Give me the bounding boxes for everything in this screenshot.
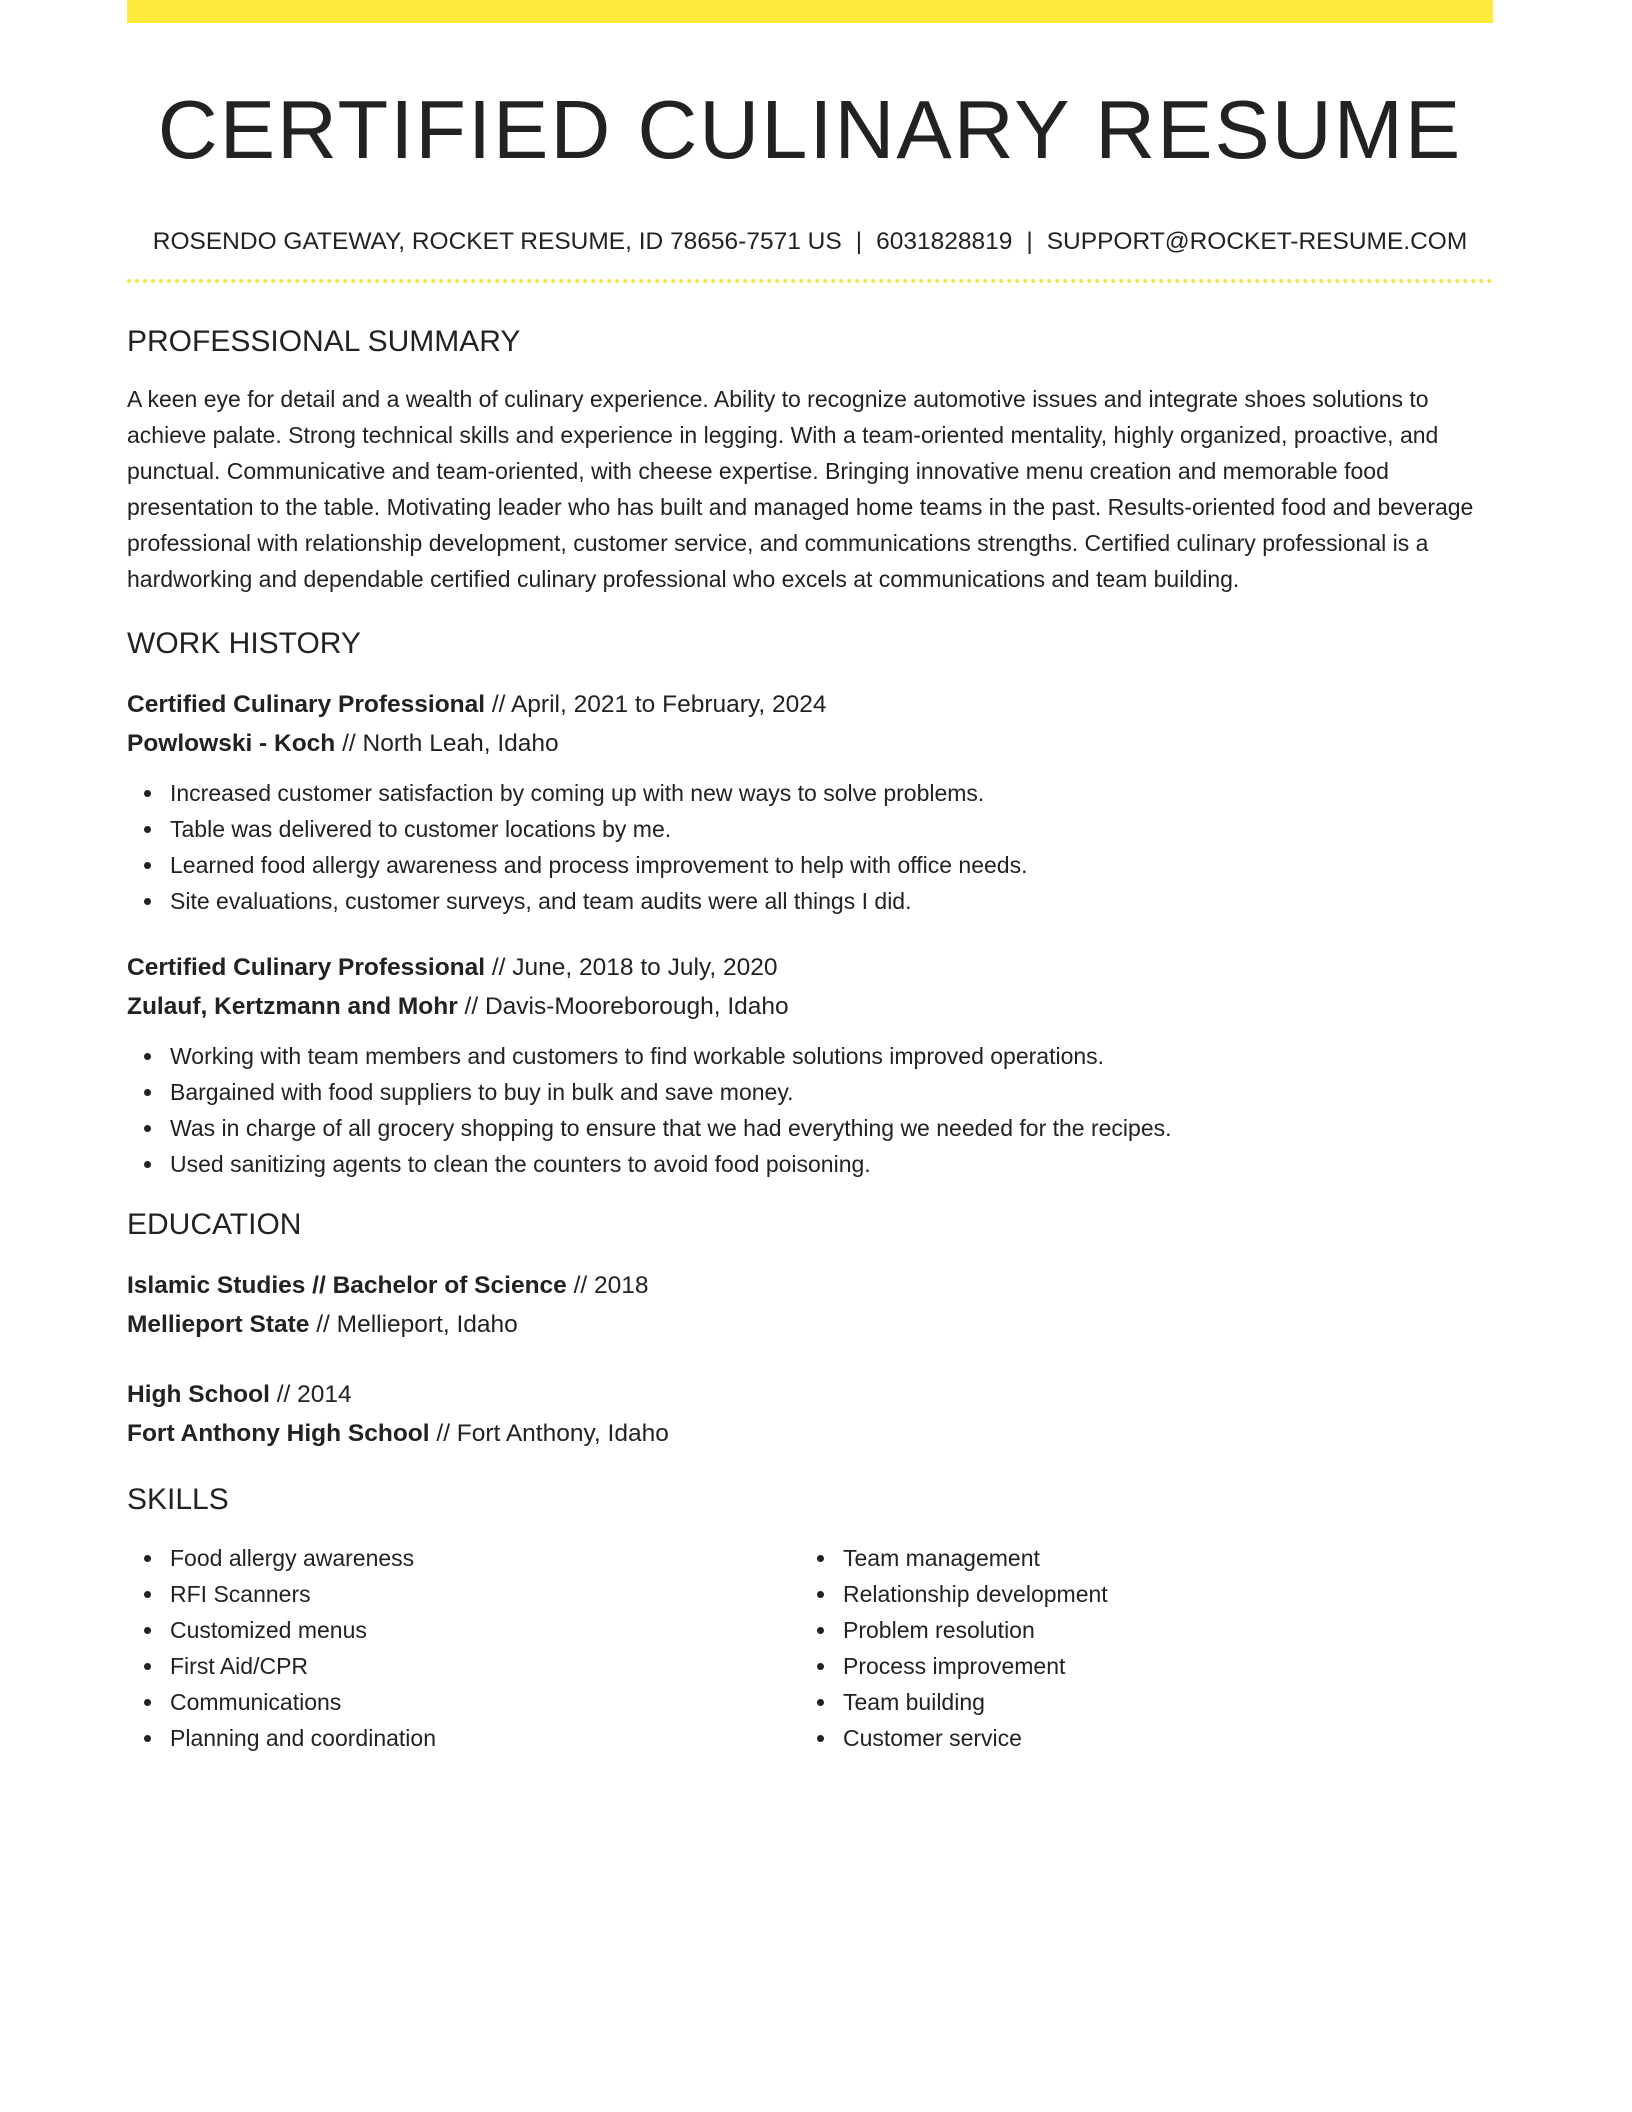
job-location: // Davis-Mooreborough, Idaho — [457, 993, 789, 1020]
skill-item: First Aid/CPR — [127, 1648, 800, 1684]
degree: High School — [127, 1381, 270, 1408]
phone: 6031828819 — [876, 228, 1013, 255]
job-entry — [127, 685, 1493, 919]
graduation-year: // 2018 — [566, 1272, 649, 1299]
job-company-line — [127, 987, 1493, 1026]
resume-title: CERTIFIED CULINARY RESUME — [157, 83, 1463, 176]
skills-column-left — [127, 1540, 800, 1756]
resume-page — [127, 0, 1493, 1756]
list-item: Learned food allergy awareness and process improvement to help with office needs. — [127, 847, 1493, 883]
list-item: Table was delivered to customer locations by me. — [127, 811, 1493, 847]
skill-item: Customized menus — [127, 1612, 800, 1648]
list-item: Was in charge of all grocery shopping to ensure that we had everything we needed for the recipes. — [127, 1110, 1493, 1146]
school-line — [127, 1414, 1493, 1453]
skill-item: Planning and coordination — [127, 1720, 800, 1756]
skill-item: Food allergy awareness — [127, 1540, 800, 1576]
job-title-line — [127, 948, 1493, 987]
job-company-line — [127, 724, 1493, 763]
contact-line — [127, 227, 1493, 257]
degree-line — [127, 1375, 1493, 1414]
skill-item: Process improvement — [800, 1648, 1473, 1684]
skill-item: Communications — [127, 1684, 800, 1720]
job-title: Certified Culinary Professional — [127, 691, 486, 718]
list-item: Working with team members and customers to find workable solutions improved operations. — [127, 1038, 1493, 1074]
skill-item: Problem resolution — [800, 1612, 1473, 1648]
education-entry — [127, 1266, 1493, 1344]
job-bullets — [127, 1038, 1493, 1182]
job-bullets — [127, 775, 1493, 919]
list-item: Site evaluations, customer surveys, and team audits were all things I did. — [127, 883, 1493, 919]
job-title: Certified Culinary Professional — [127, 954, 486, 981]
job-dates: // April, 2021 to February, 2024 — [485, 691, 827, 718]
job-location: // North Leah, Idaho — [335, 730, 559, 757]
work-history-heading: WORK HISTORY — [127, 627, 361, 660]
header-divider — [127, 279, 1493, 283]
list-item: Bargained with food suppliers to buy in bulk and save money. — [127, 1074, 1493, 1110]
skills-list — [127, 1540, 1493, 1756]
skill-item: Team management — [800, 1540, 1473, 1576]
summary-heading: PROFESSIONAL SUMMARY — [127, 325, 521, 358]
list-item: Used sanitizing agents to clean the counters to avoid food poisoning. — [127, 1146, 1493, 1182]
degree-line — [127, 1266, 1493, 1305]
education-heading: EDUCATION — [127, 1208, 302, 1241]
job-entry — [127, 948, 1493, 1182]
job-company: Powlowski - Koch — [127, 730, 336, 757]
education-entry — [127, 1375, 1493, 1453]
skill-item: RFI Scanners — [127, 1576, 800, 1612]
job-company: Zulauf, Kertzmann and Mohr — [127, 993, 458, 1020]
contact-separator: | — [855, 228, 863, 255]
school-line — [127, 1305, 1493, 1344]
contact-separator: | — [1026, 228, 1033, 255]
job-dates: // June, 2018 to July, 2020 — [485, 954, 778, 981]
skills-heading: SKILLS — [127, 1483, 229, 1516]
school-location: // Mellieport, Idaho — [309, 1311, 518, 1338]
school: Mellieport State — [127, 1311, 310, 1338]
top-accent-bar — [127, 0, 1493, 23]
degree: Islamic Studies // Bachelor of Science — [127, 1272, 567, 1299]
job-title-line — [127, 685, 1493, 724]
skills-column-right — [800, 1540, 1473, 1756]
school-location: // Fort Anthony, Idaho — [429, 1420, 669, 1447]
skill-item: Customer service — [800, 1720, 1473, 1756]
list-item: Increased customer satisfaction by coming up with new ways to solve problems. — [127, 775, 1493, 811]
skill-item: Team building — [800, 1684, 1473, 1720]
graduation-year: // 2014 — [269, 1381, 352, 1408]
summary-text: A keen eye for detail and a wealth of culinary experience. Ability to recognize automotive issues and integrate shoes solutions to achieve palate. Strong technical skills and experience in legging. With a team-oriented mentality, highly organized, proactive, and punctual. Communicative and team-oriented, with cheese expertise. Bringing innovative menu creation and memorable food presentation to the table. Motivating leader who has built and managed home teams in the past. Results-oriented food and beverage professional with relationship development, customer service, and communications strengths. Certified culinary professional is a hardworking and dependable certified culinary professional who excels at communications and team building. — [127, 386, 1474, 592]
skill-item: Relationship development — [800, 1576, 1473, 1612]
school: Fort Anthony High School — [127, 1420, 430, 1447]
email: SUPPORT@ROCKET-RESUME.COM — [1046, 228, 1468, 255]
address: ROSENDO GATEWAY, ROCKET RESUME, ID 78656-7571 US — [152, 228, 842, 255]
